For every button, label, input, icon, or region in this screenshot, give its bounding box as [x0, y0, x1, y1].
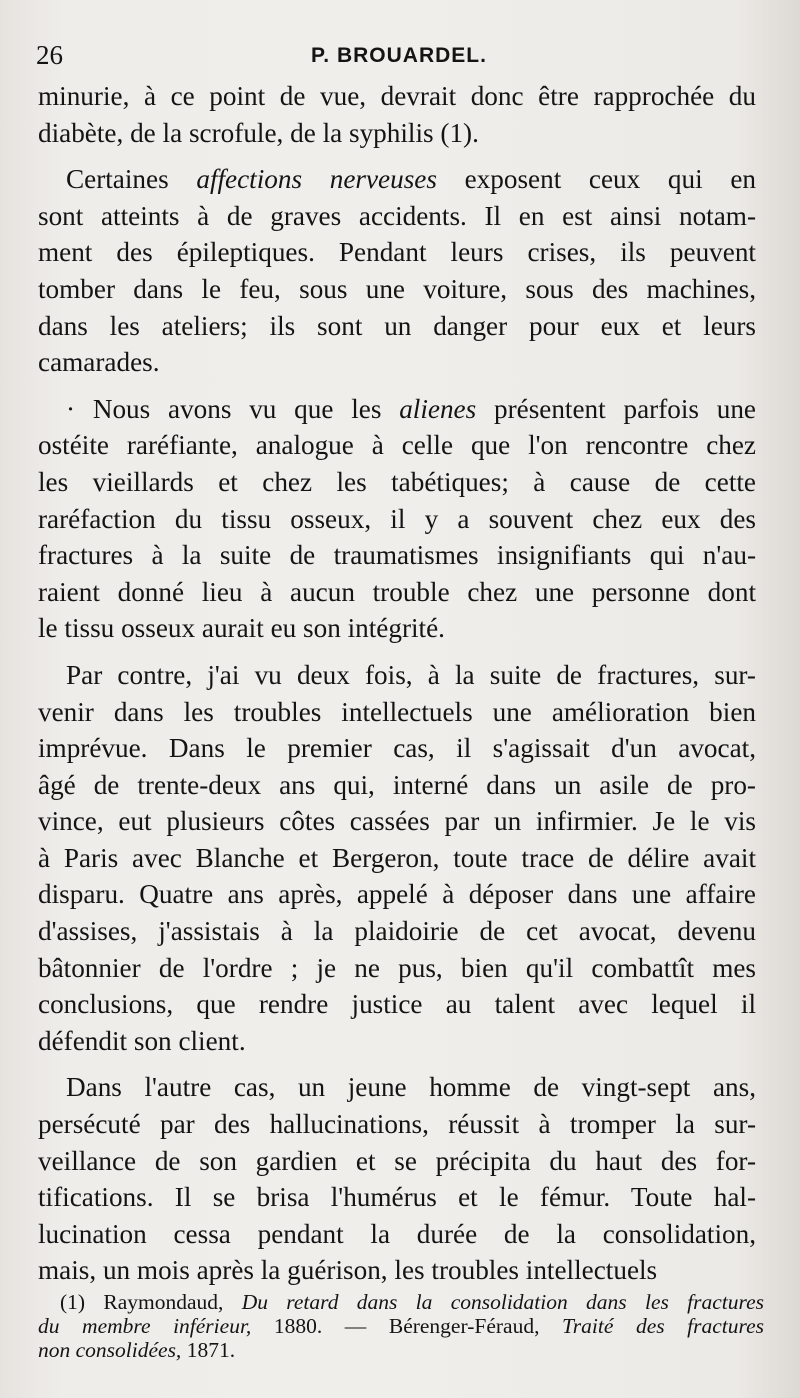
- italic-text: Du retard dans la consolidation dans les fractures: [241, 1290, 764, 1314]
- page-header: [36, 36, 756, 72]
- italic-text: non consolidées,: [38, 1338, 182, 1362]
- italic-text: du membre inférieur,: [38, 1314, 252, 1338]
- text-line: bâtonnier de l'ordre ; je ne pus, bien qu'il combattît mes: [38, 952, 756, 983]
- text-line: Par contre, j'ai vu deux fois, à la suite de fractures, sur-: [66, 659, 756, 690]
- text-line: conclusions, que rendre justice au talent avec lequel il: [38, 989, 756, 1020]
- text-line: diabète, de la scrofule, de la syphilis (1).: [38, 117, 479, 148]
- text-line: minurie, à ce point de vue, devrait donc être rapprochée du: [38, 81, 756, 111]
- paragraph: [38, 1069, 756, 1289]
- footnote-line: (1) Raymondaud, Du retard dans la consolidation dans les fractures: [60, 1290, 764, 1314]
- paragraph: [38, 657, 756, 1060]
- text-line: raient donné lieu à aucun trouble chez une personne dont: [38, 576, 756, 607]
- italic-text: alienes: [399, 393, 477, 424]
- text-line: âgé de trente-deux ans qui, interné dans un asile de pro-: [38, 769, 756, 800]
- text-line: ment des épileptiques. Pendant leurs crises, ils peuvent: [38, 237, 756, 268]
- text-line: sont atteints à de graves accidents. Il en est ainsi notam-: [38, 200, 756, 231]
- text-line: défendit son client.: [38, 1025, 246, 1056]
- text-line: venir dans les troubles intellectuels une amélioration bien: [38, 696, 756, 727]
- text-line: persécuté par des hallucinations, réussit à tromper la sur-: [38, 1109, 756, 1140]
- text-line: Certaines affections nerveuses exposent ceux qui en: [66, 164, 756, 195]
- text-line: ostéite raréfiante, analogue à celle que l'on rencontre chez: [38, 430, 756, 461]
- paragraph: [38, 78, 756, 151]
- text-line: camarades.: [38, 347, 160, 378]
- footnote-line: non consolidées, 1871.: [38, 1338, 236, 1362]
- paragraph-gap: [38, 647, 756, 657]
- footnote-line: du membre inférieur, 1880. — Bérenger-Féraud, Traité des fractures: [38, 1314, 764, 1338]
- paragraph: [38, 161, 756, 381]
- text-line: imprévue. Dans le premier cas, il s'agissait d'un avocat,: [38, 733, 756, 764]
- text-line: dans les ateliers; ils sont un danger pour eux et leurs: [38, 310, 756, 341]
- text-line: tomber dans le feu, sous une voiture, sous des machines,: [38, 273, 756, 304]
- paragraph-gap: [38, 381, 756, 391]
- paragraph-gap: [38, 1059, 756, 1069]
- footnotes: [38, 1290, 764, 1362]
- running-head: P. BROUARDEL.: [311, 44, 487, 67]
- text-line: le tissu osseux aurait eu son intégrité.: [38, 613, 445, 644]
- text-line: disparu. Quatre ans après, appelé à déposer dans une affaire: [38, 879, 756, 910]
- paragraph-gap: [38, 151, 756, 161]
- page-number: 26: [36, 40, 63, 70]
- footnote: [38, 1290, 764, 1362]
- italic-text: affections nerveuses: [196, 164, 437, 195]
- text-line: les vieillards et chez les tabétiques; à cause de cette: [38, 466, 756, 497]
- text-line: veillance de son gardien et se précipita du haut des for-: [38, 1145, 756, 1176]
- paragraph: [38, 391, 756, 647]
- text-line: fractures à la suite de traumatismes insignifiants qui n'au-: [38, 540, 756, 571]
- text-line: raréfaction du tissu osseux, il y a souvent chez eux des: [38, 503, 756, 534]
- text-line: d'assises, j'assistais à la plaidoirie de cet avocat, devenu: [38, 916, 756, 947]
- text-line: vince, eut plusieurs côtes cassées par un infirmier. Je le vis: [38, 806, 756, 837]
- italic-text: Traité des fractures: [562, 1314, 764, 1338]
- text-line: à Paris avec Blanche et Bergeron, toute trace de délire avait: [38, 842, 756, 873]
- text-line: · Nous avons vu que les alienes présentent parfois une: [66, 393, 757, 424]
- body-text: [38, 78, 756, 1289]
- text-line: mais, un mois après la guérison, les troubles intellectuels: [38, 1255, 658, 1286]
- text-line: tifications. Il se brisa l'humérus et le fémur. Toute hal-: [38, 1182, 756, 1213]
- text-line: lucination cessa pendant la durée de la consolidation,: [38, 1218, 756, 1249]
- text-line: Dans l'autre cas, un jeune homme de vingt-sept ans,: [66, 1072, 756, 1103]
